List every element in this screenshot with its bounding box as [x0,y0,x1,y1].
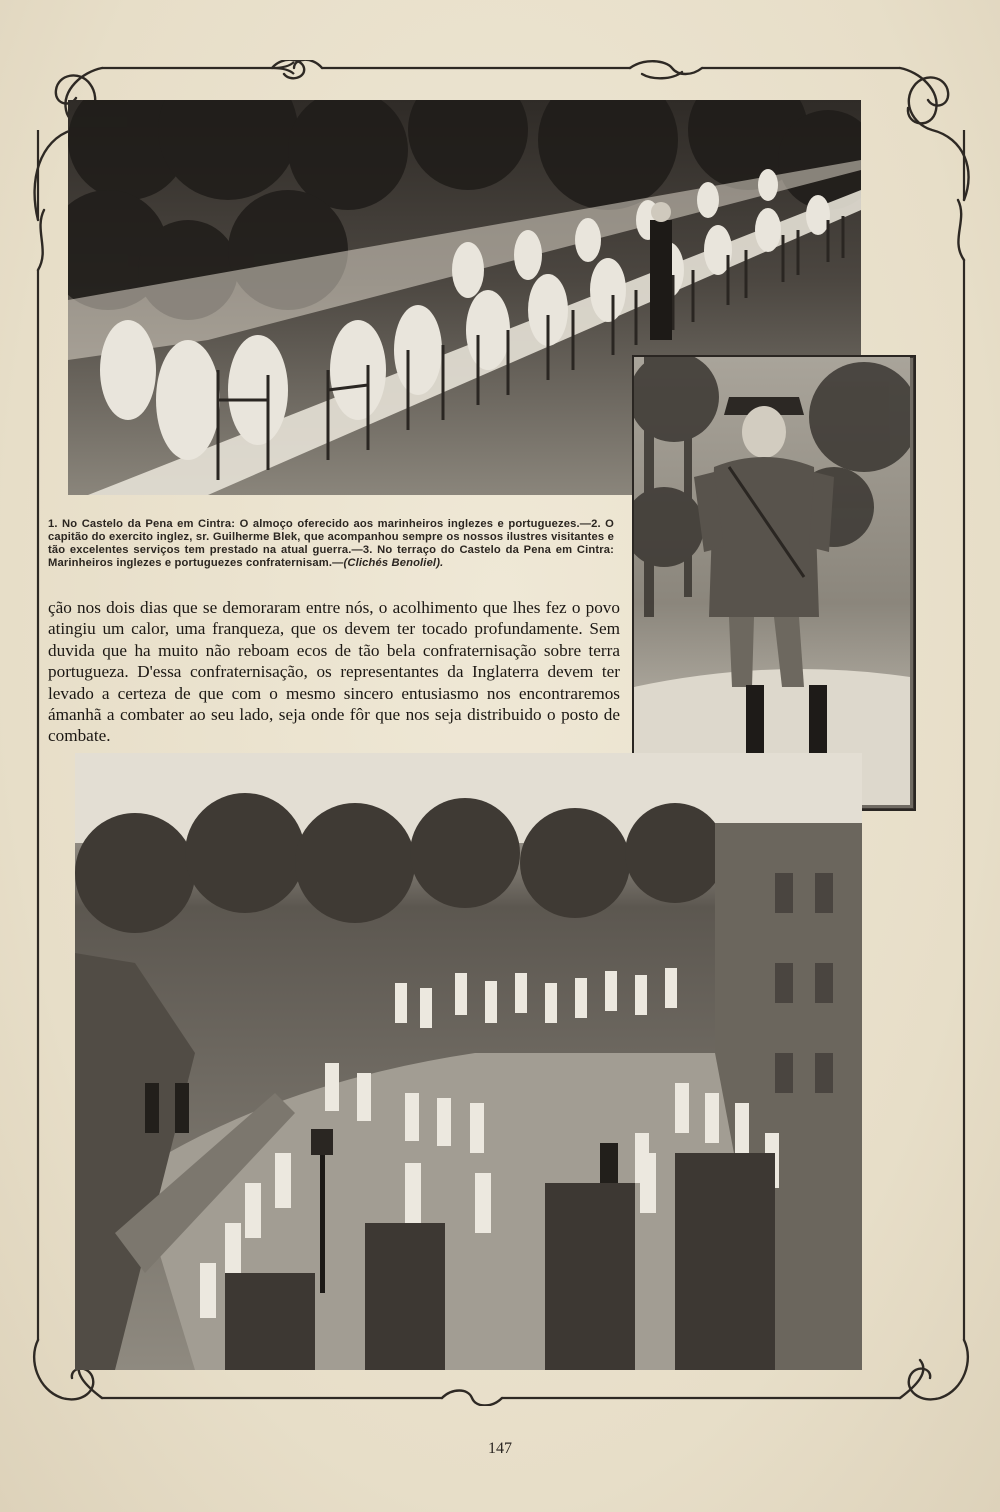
photo-captain-portrait [632,355,916,811]
article-body [48,597,620,747]
terrace-photo-image [75,753,862,1370]
photo-caption [48,518,614,570]
page-number: 147 [488,1440,512,1457]
photo-terrace [75,753,862,1370]
article-paragraph: ção nos dois dias que se demoraram entre nós, o acolhimento que lhes fez o povo atingiu um calor, uma franqueza, que os devem ter tocado profundamente. Sem duvida que ha muito não reboam ecos de tão bela confraternisação sobre terra portugueza. D'essa confraternisação, os representantes da Inglaterra devem ter levado a certeza de que com o mesmo sincero entusiasmo nos encontraremos ámanhã a combater ao seu lado, seja onde fôr que nos seja distribuido o posto de combate. [48,598,620,746]
caption-text: 1. No Castelo da Pena em Cintra: O almoço oferecido aos marinheiros inglezes e portuguezes.—2. O capitão do exercito inglez, sr. Guilherme Blek, que acompanhou sempre os nossos ilustres visitantes e tão excelentes serviços tem prestado na atual guerra.—3. No terraço do Castelo da Pena em Cintra: Marinheiros inglezes e portuguezes confraternisam.— [48,518,614,569]
caption-credit: (Clichés Benoliel). [343,557,444,569]
captain-photo-image [634,357,910,805]
